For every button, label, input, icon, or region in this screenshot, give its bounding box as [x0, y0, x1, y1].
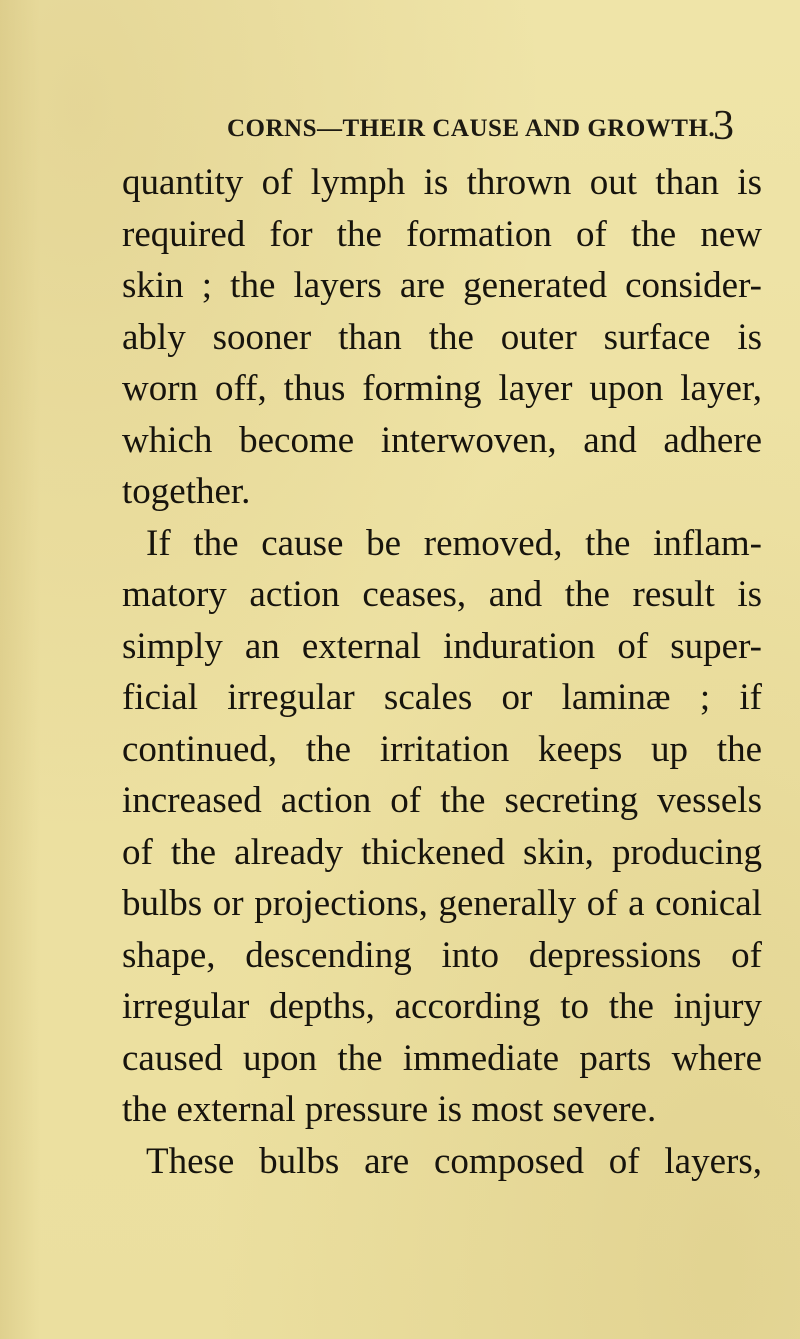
text-line: ably sooner than the outer surface is: [122, 316, 762, 358]
text-line: quantity of lymph is thrown out than is: [122, 162, 762, 203]
text-line: increased action of the secreting vessels: [122, 780, 762, 821]
text-line: matory action ceases, and the result is: [122, 574, 762, 615]
text-line: continued, the irritation keeps up the: [122, 728, 762, 770]
text-line: required for the formation of the new: [122, 213, 762, 255]
text-line: simply an external induration of super-: [122, 625, 762, 667]
running-title: CORNS—THEIR CAUSE AND GROWTH.: [227, 115, 716, 142]
body-text: [122, 157, 762, 1187]
text-line: ficial irregular scales or laminæ ; if: [122, 677, 762, 718]
text-line: worn off, thus forming layer upon layer,: [122, 368, 762, 409]
text-line: together.: [122, 471, 251, 512]
text-line: caused upon the immediate parts where: [122, 1037, 762, 1079]
text-line: shape, descending into depressions of: [122, 934, 762, 976]
text-line: which become interwoven, and adhere: [122, 419, 762, 461]
running-head: [0, 103, 800, 153]
page-number: 3: [713, 103, 734, 149]
text-line: irregular depths, according to the injury: [122, 986, 762, 1027]
text-line: If the cause be removed, the inflam-: [146, 522, 762, 564]
text-line: skin ; the layers are generated consider-: [122, 265, 762, 306]
text-line: the external pressure is most severe.: [122, 1089, 657, 1130]
text-line: These bulbs are composed of layers,: [146, 1140, 762, 1182]
text-line: bulbs or projections, generally of a conical: [122, 883, 762, 924]
text-line: of the already thickened skin, producing: [122, 831, 762, 873]
